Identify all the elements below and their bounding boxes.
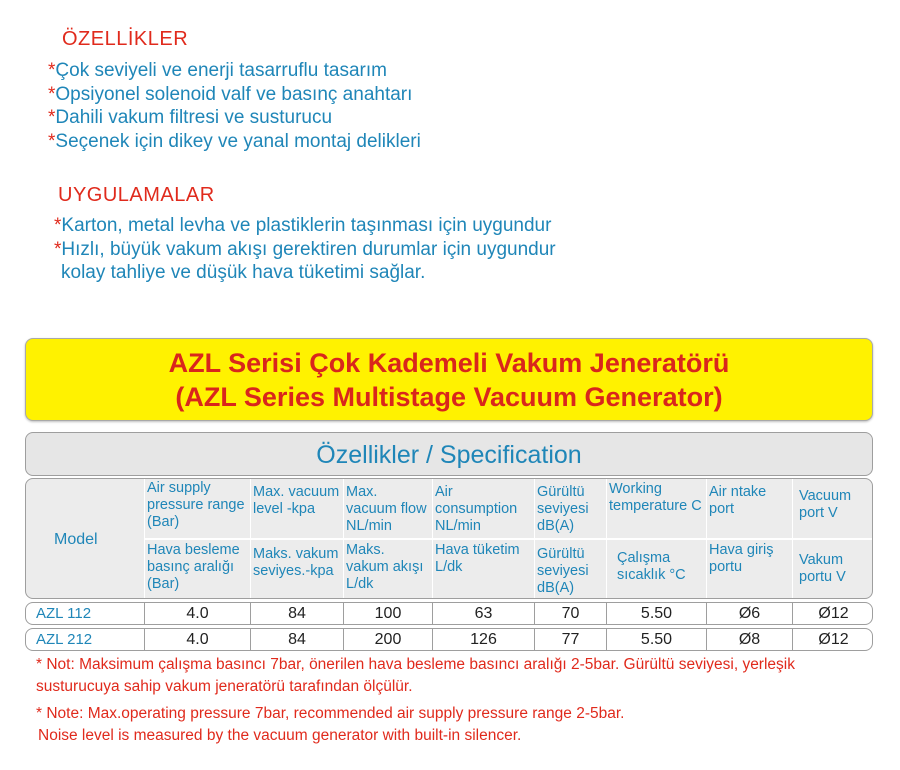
cell-vacuum-port: Ø12: [818, 631, 849, 648]
note-tr: * Not: Maksimum çalışma basıncı 7bar, önerilen hava besleme basıncı aralığı 2-5bar. Gürültü seviyesi, yerleşik susturucuya sahip vakum jeneratörü tarafından ölçülür.: [36, 656, 795, 695]
product-banner: [25, 338, 873, 421]
header-air-consumption-tr: Hava tüketim L/dk: [435, 542, 520, 575]
header-max-vacuum-level-en: Max. vacuum level -kpa: [253, 484, 340, 517]
applications-title: UYGULAMALAR: [58, 184, 215, 206]
cell-working-temp: 5.50: [640, 631, 673, 648]
header-vacuum-port-tr: Vakum portu V: [799, 552, 846, 585]
table-row: [25, 602, 873, 625]
features-title: ÖZELLİKLER: [62, 28, 189, 50]
banner-title-en: (AZL Series Multistage Vacuum Generator): [175, 382, 723, 412]
cell-air-consumption: 126: [470, 631, 497, 648]
banner-title-tr: AZL Serisi Çok Kademeli Vakum Jeneratörü: [168, 348, 730, 378]
header-air-supply-tr: Hava besleme basınç aralığı (Bar): [147, 542, 240, 592]
application-item: *Hızlı, büyük vakum akışı gerektiren durumlar için uygundur: [54, 238, 556, 260]
header-air-supply-en: Air supply pressure range (Bar): [147, 480, 245, 530]
spec-title: Özellikler / Specification: [25, 432, 873, 476]
feature-item: *Opsiyonel solenoid valf ve basınç anahtarı: [48, 83, 413, 105]
row-model: AZL 112: [36, 605, 92, 622]
cell-air-intake: Ø6: [738, 605, 761, 622]
note-en-line2: Noise level is measured by the vacuum generator with built-in silencer.: [38, 727, 522, 744]
header-working-temp-en: Working temperature C: [609, 481, 702, 514]
header-air-consumption-en: Air consumption NL/min: [435, 484, 518, 534]
cell-air-supply: 4.0: [186, 631, 209, 648]
cell-noise: 77: [561, 631, 580, 648]
cell-vacuum-level: 84: [288, 631, 306, 648]
table-row: [25, 628, 873, 651]
header-noise-tr: Gürültü seviyesi dB(A): [537, 546, 589, 596]
spec-header-table: [25, 478, 873, 599]
cell-air-supply: 4.0: [186, 605, 209, 622]
header-working-temp-tr: Çalışma sıcaklık °C: [617, 550, 686, 583]
applications-list: [54, 214, 556, 285]
model-column-header: Model: [54, 531, 98, 548]
header-max-vacuum-level-tr: Maks. vakum seviyes.-kpa: [253, 546, 339, 579]
features-list: [48, 59, 421, 153]
application-item: *Karton, metal levha ve plastiklerin taşınması için uygundur: [54, 215, 552, 236]
cell-noise: 70: [561, 605, 580, 622]
cell-working-temp: 5.50: [640, 605, 673, 622]
header-max-vacuum-flow-tr: Maks. vakum akışı L/dk: [346, 542, 424, 592]
header-max-vacuum-flow-en: Max. vacuum flow NL/min: [346, 484, 427, 534]
feature-item: *Seçenek için dikey ve yanal montaj delikleri: [48, 130, 421, 152]
note-en-line1: * Note: Max.operating pressure 7bar, recommended air supply pressure range 2-5bar.: [36, 705, 625, 722]
header-air-intake-en: Air ntake port: [709, 484, 767, 517]
cell-vacuum-level: 84: [288, 605, 306, 622]
cell-air-consumption: 63: [474, 605, 493, 622]
header-noise-en: Gürültü seviyesi dB(A): [537, 484, 589, 534]
cell-vacuum-port: Ø12: [818, 605, 849, 622]
header-vacuum-port-en: Vacuum port V: [799, 488, 852, 521]
application-item: kolay tahliye ve düşük hava tüketimi sağlar.: [61, 262, 426, 283]
feature-item: *Çok seviyeli ve enerji tasarruflu tasarım: [48, 60, 387, 81]
row-model: AZL 212: [36, 631, 93, 648]
cell-air-intake: Ø8: [738, 631, 761, 648]
feature-item: *Dahili vakum filtresi ve susturucu: [48, 107, 333, 128]
cell-vacuum-flow: 200: [374, 631, 402, 648]
cell-vacuum-flow: 100: [374, 605, 402, 622]
header-air-intake-tr: Hava giriş portu: [709, 542, 774, 575]
